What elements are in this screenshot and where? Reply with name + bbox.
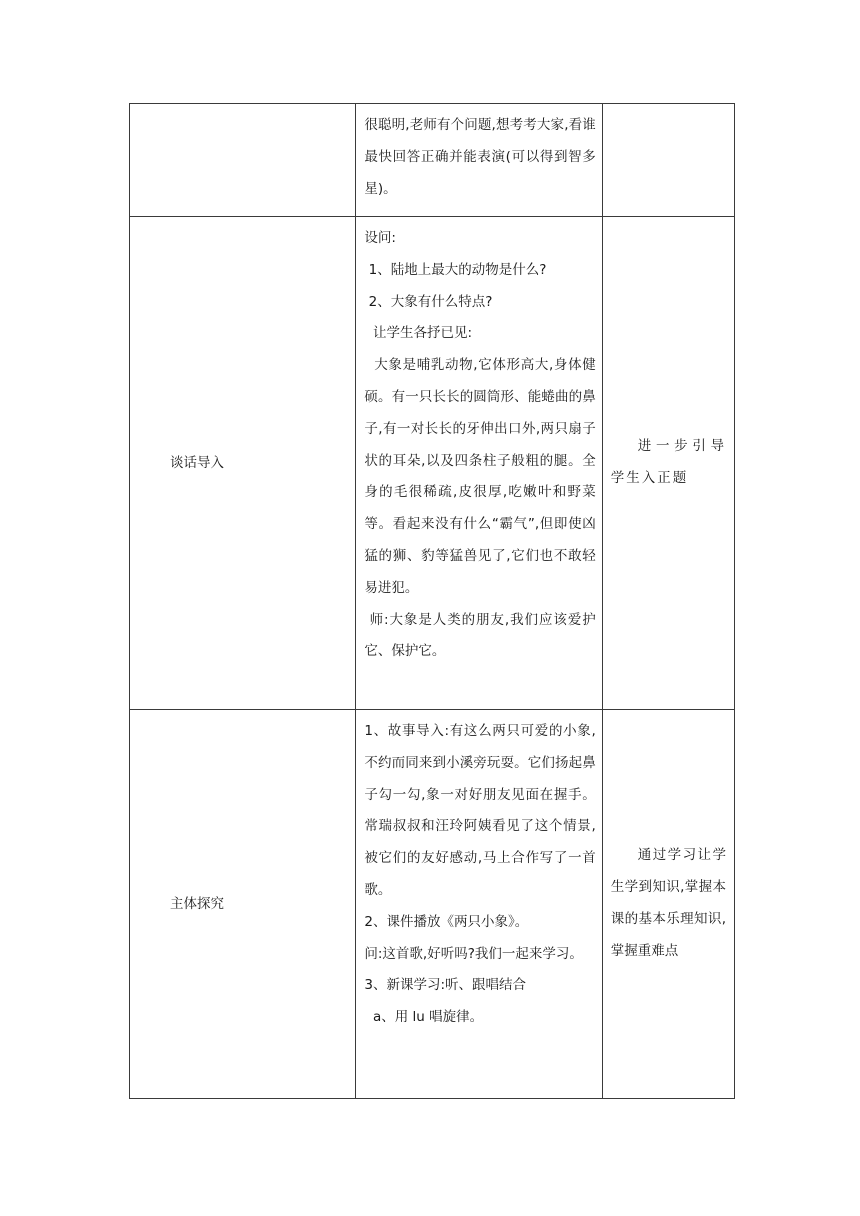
content-paragraph: 让学生各抒已见: <box>364 325 473 342</box>
lesson-plan-table <box>129 103 735 1099</box>
content-paragraph: a、用 lu 唱旋律。 <box>364 1009 484 1026</box>
intent-cell <box>602 217 734 710</box>
content-cell <box>356 710 602 1099</box>
intent-text: 通过学习让学生学到知识,掌握本课的基本乐理知识,掌握重难点 <box>610 847 726 959</box>
content-paragraph: 设问: <box>364 230 396 246</box>
table-row <box>130 710 735 1099</box>
content-paragraph: 1、陆地上最大的动物是什么? <box>364 261 547 278</box>
content-paragraph: 3、新课学习:听、跟唱结合 <box>364 977 526 994</box>
content-paragraph: 问:这首歌,好听吗?我们一起来学习。 <box>364 945 583 962</box>
table-row <box>130 217 735 710</box>
stage-label: 主体探究 <box>170 896 224 912</box>
intent-cell <box>602 104 734 217</box>
content-paragraph: 2、课件播放《两只小象》。 <box>364 913 529 930</box>
content-cell <box>356 104 602 217</box>
stage-label: 谈话导入 <box>170 455 224 471</box>
content-paragraph: 大象是哺乳动物,它体形高大,身体健硕。有一只长长的圆筒形、能蜷曲的鼻子,有一对长长的牙伸出口外,两只扇子状的耳朵,以及四条柱子般粗的腿。全身的毛很稀疏,皮很厚,吃嫩叶和野菜等。看起来没有什么“霸气”,但即使凶猛的狮、豹等猛兽见了,它们也不敢轻易进犯。 <box>364 357 596 596</box>
stage-cell <box>130 104 356 217</box>
intent-text: 进一步引导学生入正题 <box>610 438 726 486</box>
stage-cell <box>130 710 356 1099</box>
stage-cell <box>130 217 356 710</box>
intent-cell <box>602 710 734 1099</box>
content-cell <box>356 217 602 710</box>
content-paragraph: 2、大象有什么特点? <box>364 293 493 310</box>
content-paragraph: 1、故事导入:有这么两只可爱的小象,不约而同来到小溪旁玩耍。它们扬起鼻子勾一勾,象一对好朋友见面在握手。常瑞叔叔和汪玲阿姨看见了这个情景,被它们的友好感动,马上合作写了一首歌。 <box>364 723 596 898</box>
table-row <box>130 104 735 217</box>
content-paragraph: 很聪明,老师有个问题,想考考大家,看谁最快回答正确并能表演(可以得到智多星)。 <box>364 117 596 197</box>
content-paragraph: 师:大象是人类的朋友,我们应该爱护它、保护它。 <box>364 611 596 660</box>
